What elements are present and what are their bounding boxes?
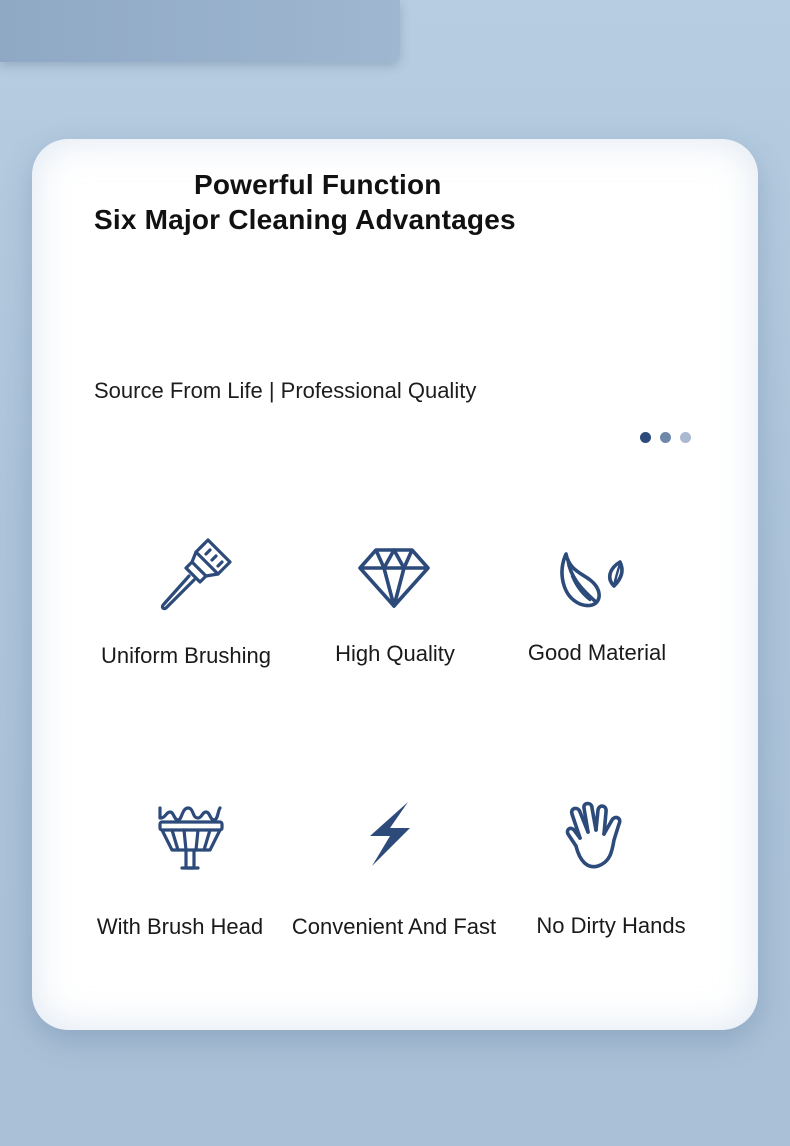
feature-label-good-material: Good Material — [527, 640, 667, 665]
carousel-dot-2[interactable] — [660, 432, 671, 443]
brush-head-icon — [152, 800, 228, 876]
lightning-icon — [352, 796, 428, 872]
feature-label-no-dirty-hands: No Dirty Hands — [536, 913, 686, 938]
diamond-icon — [356, 538, 432, 614]
feature-label-high-quality: High Quality — [335, 641, 455, 666]
carousel-dot-3[interactable] — [680, 432, 691, 443]
title-line-1: Powerful Function — [194, 169, 442, 200]
paint-brush-icon — [156, 536, 232, 612]
leaves-icon — [556, 546, 632, 622]
feature-label-convenient-and-fast: Convenient And Fast — [291, 914, 497, 939]
feature-label-with-brush-head: With Brush Head — [96, 914, 264, 939]
carousel-dot-1[interactable] — [640, 432, 651, 443]
top-decorative-block — [0, 0, 400, 62]
feature-label-uniform-brushing: Uniform Brushing — [101, 643, 271, 668]
hand-icon — [558, 800, 634, 876]
subtitle: Source From Life | Professional Quality — [94, 378, 477, 403]
title-line-2: Six Major Cleaning Advantages — [94, 204, 516, 235]
carousel-dots — [640, 432, 691, 443]
